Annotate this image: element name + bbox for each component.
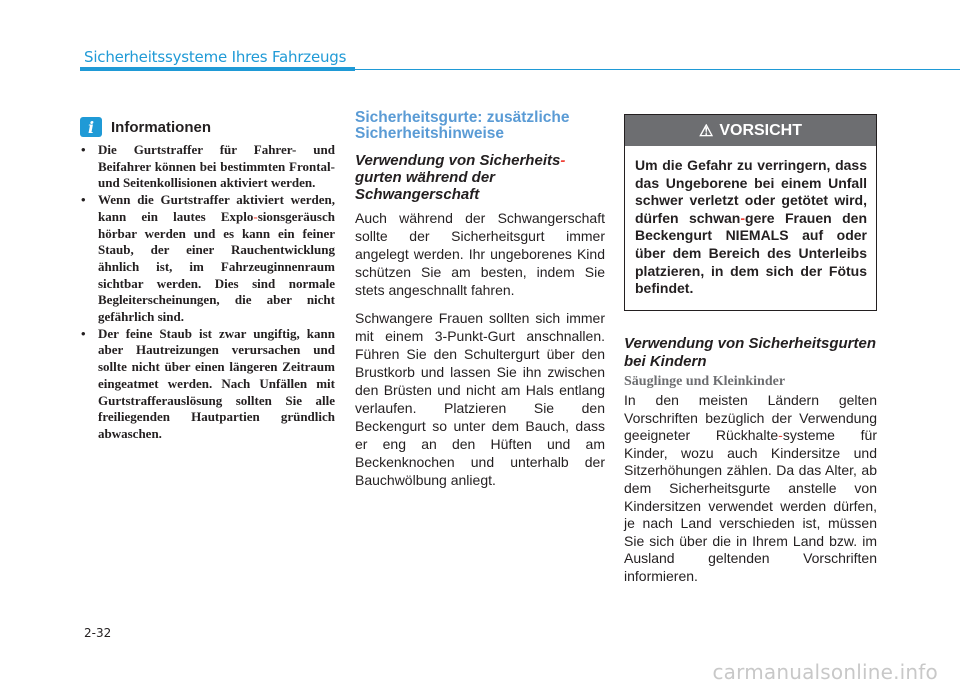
watermark: carmanualsonline.info xyxy=(712,660,938,684)
caution-column xyxy=(624,114,877,596)
header-rule xyxy=(80,67,355,71)
section-title: Sicherheitsgurte: zusätzliche Sicherheitshinweise xyxy=(355,109,570,142)
header-rule-thin xyxy=(355,69,960,70)
info-bullet: • Wenn die Gurtstraffer aktiviert werden, kann ein lautes Explo-sionsgeräusch hörbar werden und es kann ein feiner Staub, der einer Rauchentwicklung ähnlich ist, im Fahrzeuginnenraum sichtbar werden. Dies sind normale Begleiterscheinungen, die aber nicht gefährlich sind. xyxy=(80,192,335,326)
info-bullet: • Die Gurtstraffer für Fahrer- und Beifahrer können bei bestimmten Frontal- und Seitenkollisionen aktiviert werden. xyxy=(80,142,335,192)
children-caption: Säuglinge und Kleinkinder xyxy=(624,374,786,389)
caution-text: Um die Gefahr zu verringern, dass das Ungeborene bei einem Unfall schwer verletzt oder getötet wird, dürfen schwan-gere Frauen den Beckengurt NIEMALS auf oder über dem Bereich des Unterleibs platzieren, in dem sich der Fötus befindet. xyxy=(635,157,867,297)
children-paragraph: In den meisten Ländern gelten Vorschriften bezüglich der Verwendung geeigneter Rückhalte-systeme für Kinder, wozu auch Kindersitze und Sitzerhöhungen zählen. Da das Alter, ab dem Sicherheitsgurte anstelle von Kindersitzen verwendet werden dürfen, je nach Land verschieden ist, müssen Sie sich über die in Ihrem Land bzw. im Ausland geltenden Vorschriften informieren. xyxy=(624,392,877,584)
pregnancy-paragraph-2: Schwangere Frauen sollten sich immer mit einem 3-Punkt-Gurt anschnallen. Führen Sie den Schultergurt über den Brustkorb und lassen Sie ihn zwischen den Brüsten und nicht am Hals entlang verlaufen. Platzieren Sie den Beckengurt so unter dem Bauch, dass er eng an den Hüften und am Beckenknochen und unterhalb der Bauchwölbung anliegt. xyxy=(355,310,605,488)
section-header: Sicherheitssysteme Ihres Fahrzeugs xyxy=(84,48,347,66)
info-title: Informationen xyxy=(111,118,211,136)
info-icon: i xyxy=(80,117,102,137)
info-column xyxy=(80,116,335,443)
caution-header xyxy=(625,115,876,146)
caution-box xyxy=(624,114,877,311)
info-list xyxy=(80,142,335,443)
warning-triangle-icon: ⚠ xyxy=(698,122,714,140)
pregnancy-subtitle: Verwendung von Sicherheits-gurten während der Schwangerschaft xyxy=(355,152,566,203)
info-bullet: • Der feine Staub ist zwar ungiftig, kann aber Hautreizungen verursachen und sollte nicht über einen längeren Zeitraum eingeatmet werden. Nach Unfällen mit Gurtstrafferauslösung sollten Sie alle freiliegenden Hautpartien gründlich abwaschen. xyxy=(80,326,335,443)
pregnancy-column xyxy=(355,110,605,499)
caution-label: VORSICHT xyxy=(719,121,802,139)
children-subtitle: Verwendung von Sicherheitsgurten bei Kindern xyxy=(624,335,876,370)
page-number: 2-32 xyxy=(84,626,112,640)
pregnancy-paragraph-1: Auch während der Schwangerschaft sollte der Sicherheitsgurt immer angelegt werden. Ihr ungeborenes Kind schützen Sie am besten, indem Sie stets angeschnallt fahren. xyxy=(355,210,605,298)
info-heading xyxy=(80,116,335,138)
